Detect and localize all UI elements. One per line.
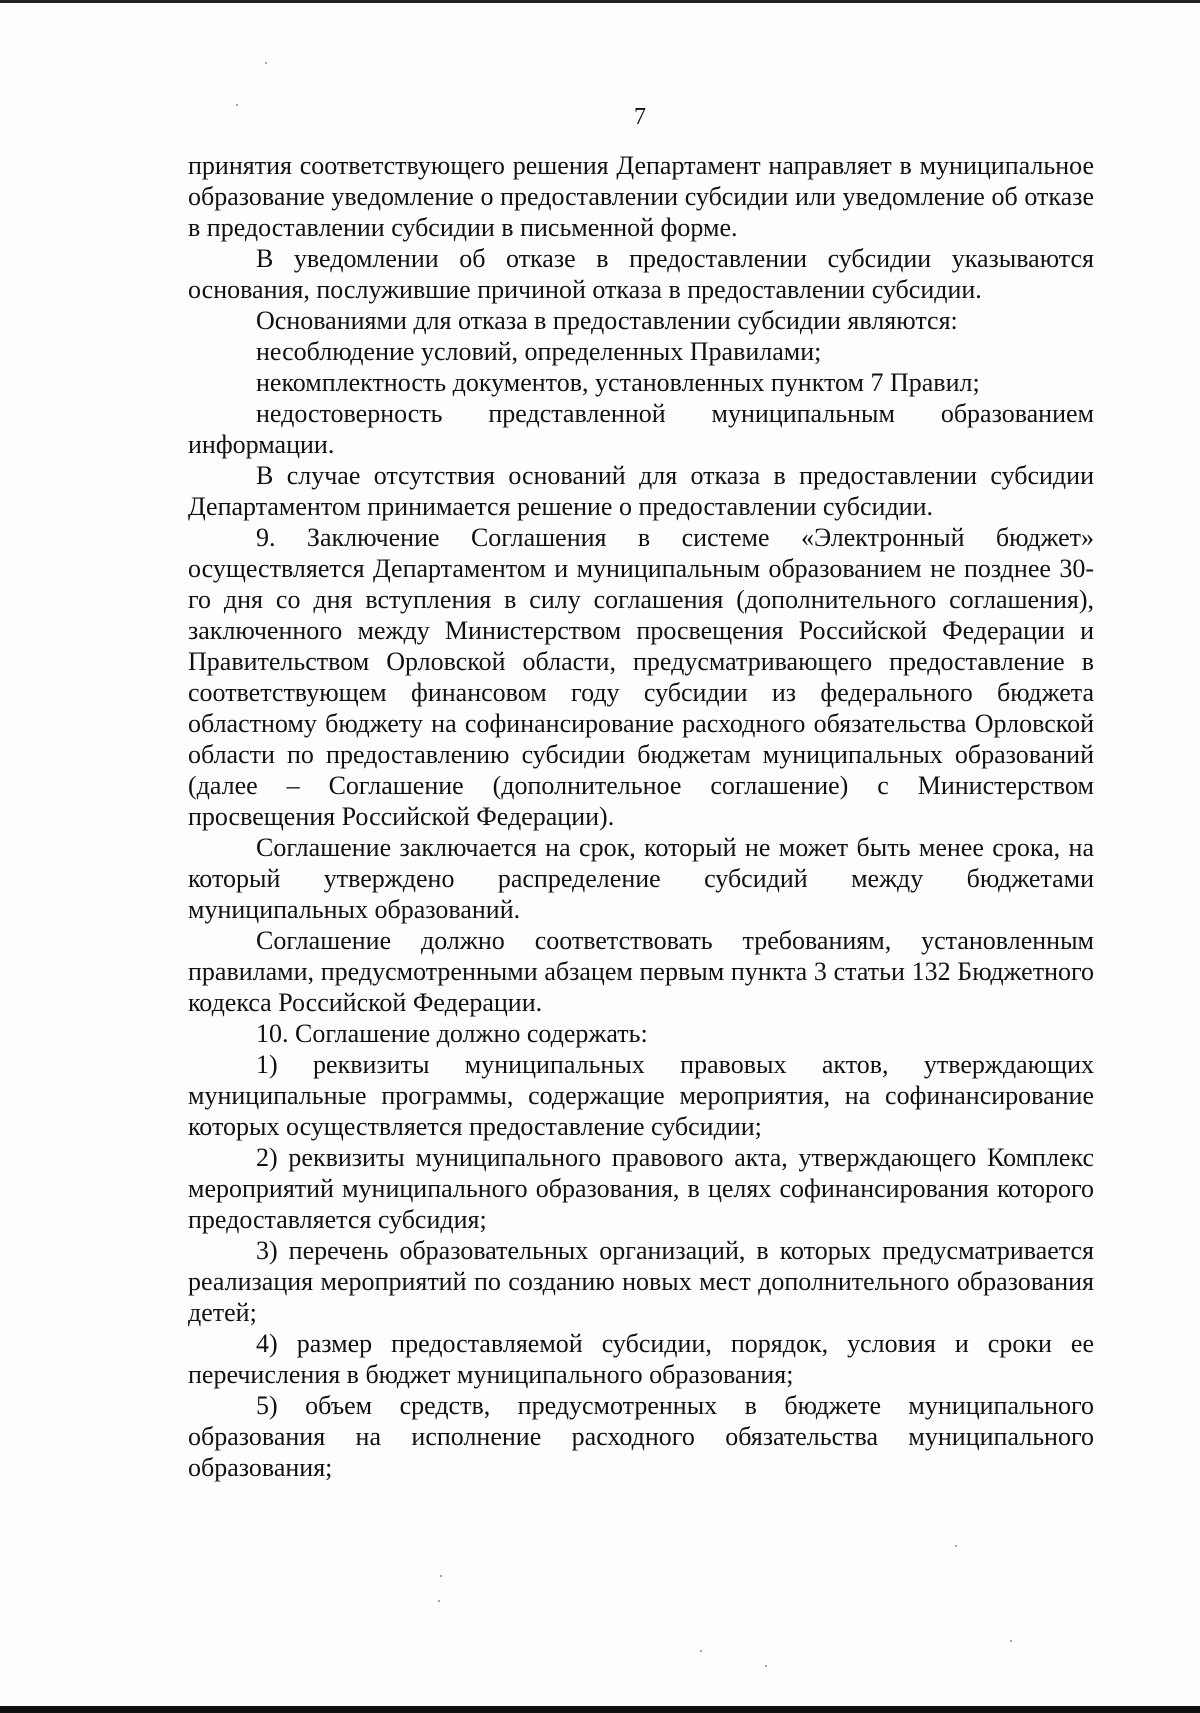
paragraph: несоблюдение условий, определенных Правилами;	[256, 337, 822, 366]
paragraph: В уведомлении об отказе в предоставлении субсидии указываются основания, послужившие причиной отказа в предоставлении субсидии.	[188, 244, 1094, 304]
list-item: 4) размер предоставляемой субсидии, порядок, условия и сроки ее перечисления в бюджет муниципального образования;	[188, 1329, 1094, 1389]
scan-speck	[955, 1545, 957, 1547]
paragraph-continuation: принятия соответствующего решения Департамент направляет в муниципальное образование уведомление о предоставлении субсидии или уведомление об отказе в предоставлении субсидии в письменной форме.	[188, 151, 1094, 242]
paragraph: Соглашение должно соответствовать требованиям, установленным правилами, предусмотренными абзацем первым пункта 3 статьи 132 Бюджетного кодекса Российской Федерации.	[188, 926, 1094, 1017]
list-item: 1) реквизиты муниципальных правовых актов, утверждающих муниципальные программы, содержащие мероприятия, на софинансирование которых осуществляется предоставление субсидии;	[188, 1050, 1094, 1141]
paragraph-item-10: 10. Соглашение должно содержать:	[256, 1019, 648, 1048]
scan-speck	[1010, 1640, 1012, 1642]
scan-speck	[236, 104, 238, 106]
paragraph: недостоверность представленной муниципальным образованием информации.	[188, 399, 1094, 459]
scan-bottom-edge	[0, 1706, 1200, 1713]
list-item: 3) перечень образовательных организаций, в которых предусматривается реализация мероприятий по созданию новых мест дополнительного образования детей;	[188, 1236, 1094, 1327]
scan-speck	[700, 1650, 702, 1652]
paragraph: В случае отсутствия оснований для отказа в предоставлении субсидии Департаментом принимается решение о предоставлении субсидии.	[188, 461, 1094, 521]
scan-speck	[265, 62, 267, 64]
scan-speck	[438, 1600, 440, 1602]
scan-top-edge	[0, 0, 1200, 3]
page-number: 7	[634, 104, 646, 130]
list-item: 2) реквизиты муниципального правового акта, утверждающего Комплекс мероприятий муниципального образования, в целях софинансирования которого предоставляется субсидия;	[188, 1143, 1094, 1234]
paragraph-item-9: 9. Заключение Соглашения в системе «Электронный бюджет» осуществляется Департаментом и муниципальным образованием не позднее 30-го дня со дня вступления в силу соглашения (дополнительного соглашения), заключенного между Министерством просвещения Российской Федерации и Правительством Орловской области, предусматривающего предоставление в соответствующем финансовом году субсидии из федерального бюджета областному бюджету на софинансирование расходного обязательства Орловской области по предоставлению субсидии бюджетам муниципальных образований (далее – Соглашение (дополнительное соглашение) с Министерством просвещения Российской Федерации).	[188, 523, 1094, 831]
paragraph: Основаниями для отказа в предоставлении субсидии являются:	[256, 306, 958, 335]
paragraph: некомплектность документов, установленных пунктом 7 Правил;	[256, 368, 980, 397]
document-body	[188, 150, 1094, 1483]
list-item: 5) объем средств, предусмотренных в бюджете муниципального образования на исполнение расходного обязательства муниципального образования;	[188, 1391, 1094, 1482]
scan-speck	[440, 1575, 442, 1577]
scan-speck	[765, 1665, 767, 1667]
paragraph: Соглашение заключается на срок, который не может быть менее срока, на который утверждено распределение субсидий между бюджетами муниципальных образований.	[188, 833, 1094, 924]
